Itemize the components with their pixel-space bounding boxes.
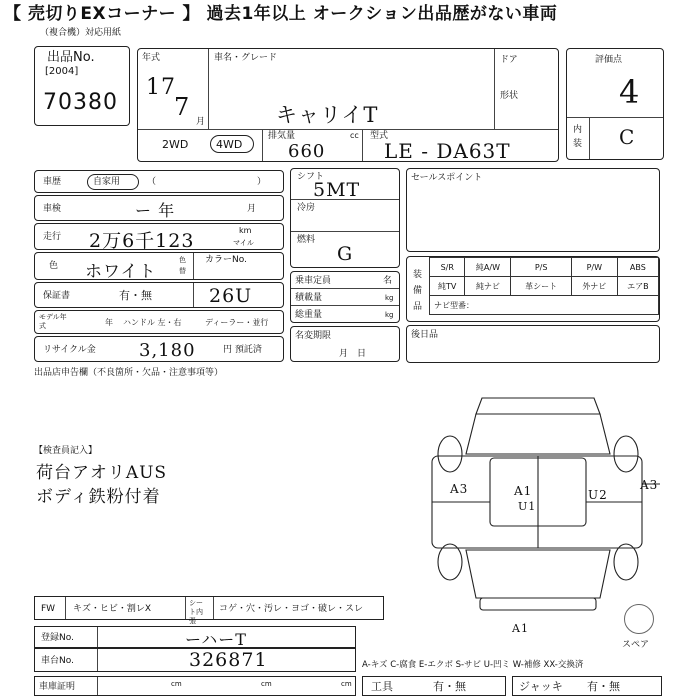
- equipment-airbag: エアB: [617, 277, 658, 296]
- history-value: 自家用: [93, 177, 121, 187]
- inspector-label: 【検査員記入】: [34, 446, 98, 456]
- equipment-label: 装備品: [413, 270, 423, 312]
- color-value: ホワイト: [85, 262, 157, 282]
- door-label: ドア: [500, 55, 518, 65]
- year-label: 年式: [142, 53, 161, 63]
- car-info-box: [137, 48, 559, 162]
- equipment-sr: S/R: [430, 258, 465, 277]
- lot-label: 出品No.: [47, 50, 95, 65]
- engine-value: 660: [288, 141, 326, 162]
- seat-label: シート内張: [189, 599, 203, 625]
- year-value: 17: [146, 75, 176, 100]
- interior-label: 内装: [573, 125, 583, 149]
- mark-a1-center: A1: [514, 484, 533, 498]
- drive-4wd: 4WD: [216, 138, 243, 151]
- sheet-title: 【 売切りEXコーナー 】 過去1年以上 オークション出品歴がない車両: [4, 4, 558, 24]
- ac-label: 冷房: [297, 203, 316, 213]
- inspector-note-2: ボディ鉄粉付着: [36, 487, 161, 507]
- spare-tire-icon: [624, 604, 654, 634]
- name-change-box: [290, 326, 400, 362]
- registration-value: ーハーT: [185, 630, 247, 649]
- seat-value: コゲ・穴・汚レ・ヨゴ・破レ・スレ: [219, 604, 364, 614]
- equipment-tv: 純TV: [430, 277, 465, 296]
- mark-a3-right: A3: [640, 478, 659, 492]
- sales-point-box: [406, 168, 660, 252]
- lot-number: 70380: [43, 90, 118, 115]
- mileage-unit-mile: マイル: [233, 239, 254, 247]
- equipment-navi-model: ナビ型番：: [430, 296, 659, 315]
- capacity-label: 乗車定員: [295, 276, 332, 286]
- history-paren-open: （: [147, 177, 157, 187]
- chassis-label: 車台No.: [41, 656, 74, 666]
- inspection-label: 車検: [43, 204, 62, 214]
- recycle-value: 3,180: [139, 340, 196, 361]
- capacity-unit: 名: [383, 276, 393, 286]
- cert-cm-3: cm: [341, 680, 352, 688]
- color-code-label: カラーNo.: [205, 255, 247, 265]
- fw-label: FW: [41, 604, 56, 614]
- mileage-label: 走行: [43, 232, 62, 242]
- equipment-alloy: 純A/W: [465, 258, 511, 277]
- mark-u1: U1: [518, 500, 537, 513]
- jack-value: 有・無: [587, 680, 620, 693]
- mileage-row: [34, 223, 284, 250]
- model-value: LE - DA63T: [384, 139, 511, 163]
- cert-label: 車庫証明: [39, 682, 76, 692]
- handle-options: ハンドル 左・右: [123, 318, 182, 327]
- equipment-navi: 純ナビ: [465, 277, 511, 296]
- warranty-label: 保証書: [43, 291, 71, 301]
- color-row: [34, 252, 284, 280]
- month-value: 7: [174, 93, 191, 121]
- color-code-value: 26U: [209, 285, 253, 307]
- fw-value: キズ・ヒビ・割レX: [73, 604, 151, 614]
- inspection-row: [34, 195, 284, 221]
- inspection-unit: 月: [247, 204, 257, 214]
- equipment-box: [406, 256, 660, 322]
- dealer-options: ディーラー・並行: [205, 318, 269, 327]
- mark-u2: U2: [588, 488, 608, 502]
- fuel-value: G: [337, 243, 354, 265]
- lot-year-stamp: [2004]: [45, 66, 79, 77]
- shift-box: [290, 168, 400, 268]
- registration-row: [34, 626, 356, 648]
- history-label: 車歴: [43, 177, 62, 187]
- model-year-label: モデル年式: [39, 313, 67, 330]
- month-unit: 月: [196, 117, 206, 127]
- capacity-box: [290, 271, 400, 323]
- history-paren-close: ）: [257, 177, 267, 187]
- score-value: 4: [619, 73, 641, 111]
- lot-number-box: [34, 46, 130, 126]
- name-grade-label: 車名・グレード: [214, 53, 278, 63]
- condition-row: [34, 596, 384, 625]
- drive-2wd: 2WD: [162, 138, 189, 151]
- sales-point-label: セールスポイント: [411, 173, 483, 183]
- score-label: 評価点: [595, 55, 623, 65]
- tools-box: [362, 676, 506, 696]
- recycle-unit: 円 預託済: [223, 345, 262, 355]
- fuel-label: 燃料: [297, 235, 316, 245]
- chassis-row: [34, 648, 356, 672]
- recycle-row: [34, 336, 284, 362]
- shift-label: シフト: [297, 172, 325, 182]
- color-change-label: 色替: [179, 256, 186, 275]
- exhibitor-label: 出品店申告欄（不良箇所・欠品・注意事項等）: [34, 368, 224, 378]
- shift-value: 5MT: [313, 179, 361, 201]
- load-label: 積載量: [295, 293, 323, 303]
- interior-value: C: [619, 125, 636, 149]
- tools-label: 工具: [371, 680, 393, 693]
- load-unit: kg: [385, 294, 394, 302]
- name-change-unit: 月 日: [339, 349, 367, 359]
- warranty-options: 有・無: [119, 289, 152, 302]
- cert-cm-1: cm: [171, 680, 182, 688]
- mark-a3-left: A3: [450, 482, 469, 496]
- recycle-label: リサイクル金: [43, 345, 96, 355]
- name-change-label: 名変期限: [295, 331, 332, 341]
- cert-row: [34, 676, 356, 696]
- model-year-row: [34, 310, 284, 334]
- mileage-unit-km: km: [239, 226, 252, 235]
- history-row: [34, 170, 284, 193]
- color-label: 色: [49, 261, 59, 271]
- weight-label: 総重量: [295, 310, 323, 320]
- inspector-note-1: 荷台アオリAUS: [36, 463, 168, 483]
- equipment-leather: 革シート: [511, 277, 571, 296]
- cert-cm-2: cm: [261, 680, 272, 688]
- sheet-subtitle: （複合機）対応用紙: [40, 28, 122, 38]
- warranty-row: [34, 282, 284, 308]
- evaluation-box: [566, 48, 664, 160]
- equipment-pw: P/W: [571, 258, 617, 277]
- engine-label: 排気量: [268, 131, 296, 141]
- after-items-label: 後日品: [411, 330, 439, 340]
- equipment-abs: ABS: [617, 258, 658, 277]
- equipment-ext-navi: 外ナビ: [571, 277, 617, 296]
- engine-unit: cc: [350, 131, 359, 140]
- shape-label: 形状: [500, 91, 519, 101]
- car-damage-diagram: [410, 384, 680, 630]
- weight-unit: kg: [385, 311, 394, 319]
- name-grade-value: キャリイT: [276, 103, 379, 127]
- after-items-box: [406, 325, 660, 363]
- inspection-value: ー 年: [135, 201, 176, 220]
- model-label: 型式: [370, 131, 389, 141]
- equipment-ps: P/S: [511, 258, 571, 277]
- mark-a1-bottom: A1: [512, 622, 529, 635]
- spare-label: スペア: [622, 640, 650, 650]
- jack-label: ジャッキ: [519, 680, 563, 693]
- model-year-unit: 年: [105, 318, 113, 327]
- damage-legend: A-キズ C-腐食 E-エクボ S-サビ U-凹ミ W-補修 XX-交換済: [362, 660, 584, 670]
- chassis-value: 326871: [189, 649, 268, 671]
- mileage-value: 2万6千123: [89, 230, 195, 252]
- jack-box: [512, 676, 662, 696]
- tools-value: 有・無: [433, 680, 466, 693]
- registration-label: 登録No.: [41, 633, 74, 643]
